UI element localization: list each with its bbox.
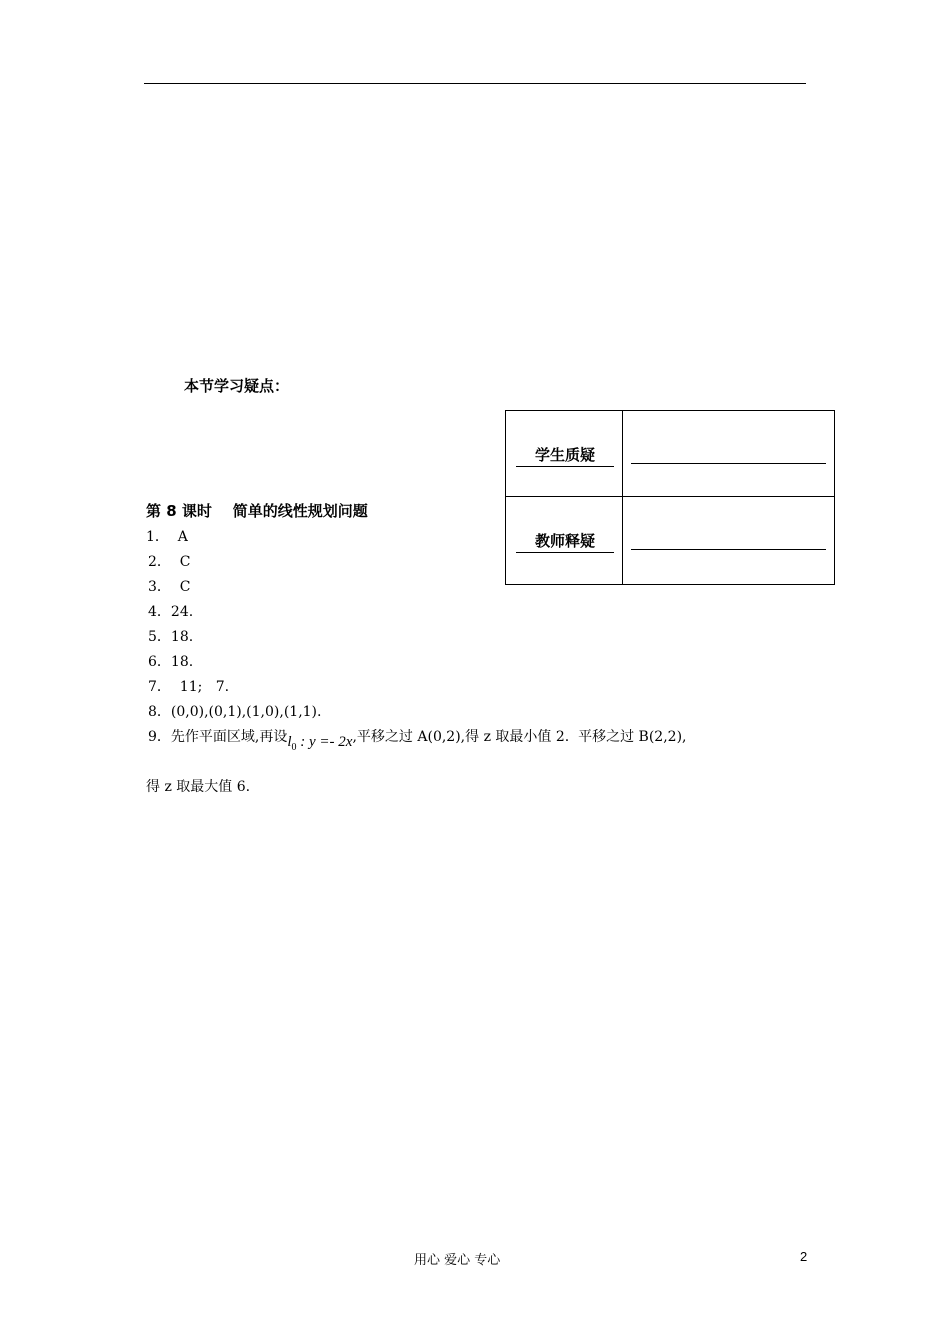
doubts-table (505, 410, 835, 585)
line-formula: $l_0$ : y =- 2x (287, 734, 353, 753)
teacher-explanation-label: 教师释疑 (516, 530, 614, 553)
student-answer-line (631, 463, 826, 464)
answer-3: 3． C (148, 579, 191, 595)
answer-5: 5．18. (148, 629, 194, 645)
answer-9-continuation: 得 z 取最大值 6. (146, 779, 251, 795)
header-rule (144, 83, 806, 84)
table-row (506, 411, 835, 497)
answer-8: 8．(0,0),(0,1),(1,0),(1,1). (148, 704, 322, 720)
answer-4: 4．24. (148, 604, 194, 620)
answer-1: 1． A (146, 529, 188, 545)
answer-6: 6．18. (148, 654, 194, 670)
answer-9-suffix: ,平移之过 A(0,2),得 z 取最小值 2. 平移之过 B(2,2), (352, 729, 687, 745)
answer-9-prefix: 9．先作平面区域,再设 (148, 729, 288, 745)
answer-9 (148, 726, 687, 753)
student-question-label: 学生质疑 (516, 444, 614, 467)
lesson-title: 第 8 课时 简单的线性规划问题 (146, 502, 368, 520)
answer-7: 7． 11; 7. (148, 679, 230, 695)
footer-slogan: 用心 爱心 专心 (414, 1253, 501, 1268)
teacher-answer-line (631, 549, 826, 550)
answer-2: 2． C (148, 554, 191, 570)
table-row (506, 497, 835, 585)
section-doubts-title: 本节学习疑点： (184, 377, 290, 395)
page-number: 2 (800, 1249, 808, 1264)
